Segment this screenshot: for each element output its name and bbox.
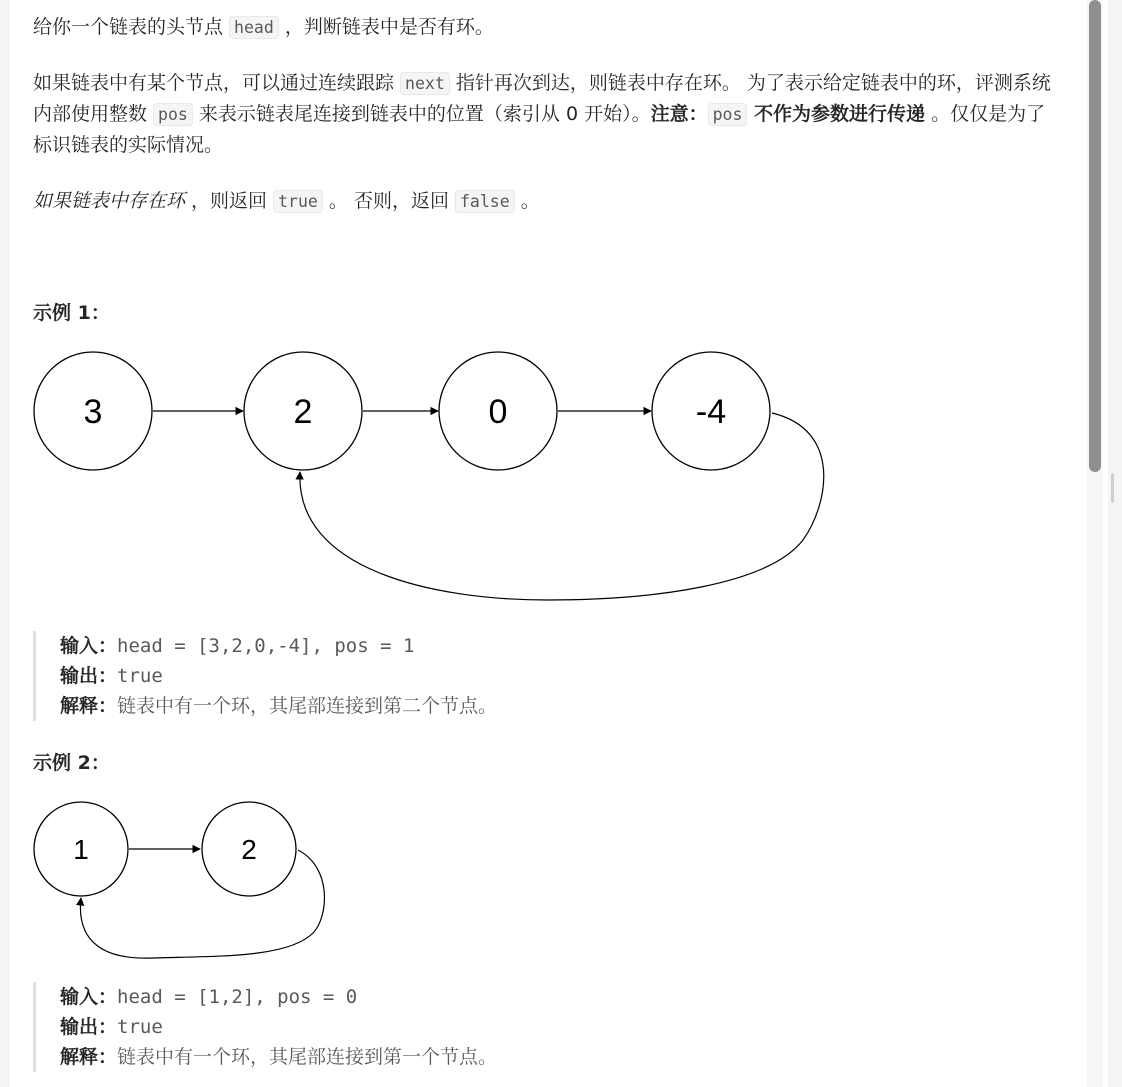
intro-paragraph-1: 给你一个链表的头节点 head ，判断链表中是否有环。 [33, 16, 494, 38]
example-2-output: true [117, 1016, 163, 1038]
scrollbar-thumb[interactable] [1089, 0, 1101, 472]
ex1-node-1-label: 3 [83, 393, 103, 431]
example-1-explanation-line: 解释：链表中有一个环，其尾部连接到第二个节点。 [60, 695, 498, 717]
ex2-node-2 [202, 802, 296, 896]
code-false: false [455, 190, 515, 213]
code-pos-note: pos [708, 103, 748, 126]
example-2-diagram [33, 798, 333, 960]
left-panel-edge [0, 0, 10, 1087]
example-2-explanation-line: 解释：链表中有一个环，其尾部连接到第一个节点。 [60, 1046, 498, 1068]
code-next: next [400, 72, 450, 95]
ex2-node-1 [34, 802, 128, 896]
ex1-node-3 [439, 352, 557, 470]
panel-divider[interactable] [1108, 0, 1122, 1087]
ex1-node-1 [34, 352, 152, 470]
ex1-node-4-label: -4 [695, 393, 727, 431]
example-1-title: 示例 1： [33, 302, 110, 324]
ex2-node-1-label: 1 [73, 834, 89, 865]
ex1-node-4 [652, 352, 770, 470]
example-1-input-line: 输入：head = [3,2,0,-4], pos = 1 [60, 635, 415, 657]
note-label: 注意： [650, 103, 708, 125]
resize-handle[interactable] [1111, 473, 1114, 503]
example-2-io [33, 982, 1060, 1072]
intro-paragraph-3: 如果链表中存在环 ，则返回 true 。 否则，返回 false 。 [33, 190, 540, 212]
example-1-input: head = [3,2,0,-4], pos = 1 [117, 635, 415, 657]
ex1-node-2 [244, 352, 362, 470]
code-true: true [273, 190, 323, 213]
example-2-output-line: 输出：true [60, 1016, 163, 1038]
code-head: head [229, 16, 279, 39]
example-1-output: true [117, 665, 163, 687]
condition-italic: 如果链表中存在环 [33, 190, 186, 212]
example-1-explanation: 链表中有一个环，其尾部连接到第二个节点。 [117, 695, 498, 717]
example-1-io [33, 631, 1060, 721]
example-1-output-line: 输出：true [60, 665, 163, 687]
code-pos: pos [153, 103, 193, 126]
intro-paragraph-2: 如果链表中有某个节点，可以通过连续跟踪 next 指针再次到达，则链表中存在环。 为了表示给定链表中的环，评测系统内部使用整数 pos 来表示链表尾连接到链表中的位置（索引从 0 开始）。注意： pos 不作为参数进行传递 。仅仅是为了标识链表的实际情况。 [33, 72, 1051, 156]
example-2-title: 示例 2： [33, 752, 110, 774]
example-2-input-line: 输入：head = [1,2], pos = 0 [60, 986, 358, 1008]
example-1-diagram [33, 345, 853, 607]
ex1-node-2-label: 2 [293, 393, 313, 431]
ex1-node-3-label: 0 [488, 393, 508, 431]
example-2-input: head = [1,2], pos = 0 [117, 986, 358, 1008]
note-bold: 不作为参数进行传递 [747, 103, 926, 125]
ex2-node-2-label: 2 [241, 834, 257, 865]
example-2-explanation: 链表中有一个环，其尾部连接到第一个节点。 [117, 1046, 498, 1068]
